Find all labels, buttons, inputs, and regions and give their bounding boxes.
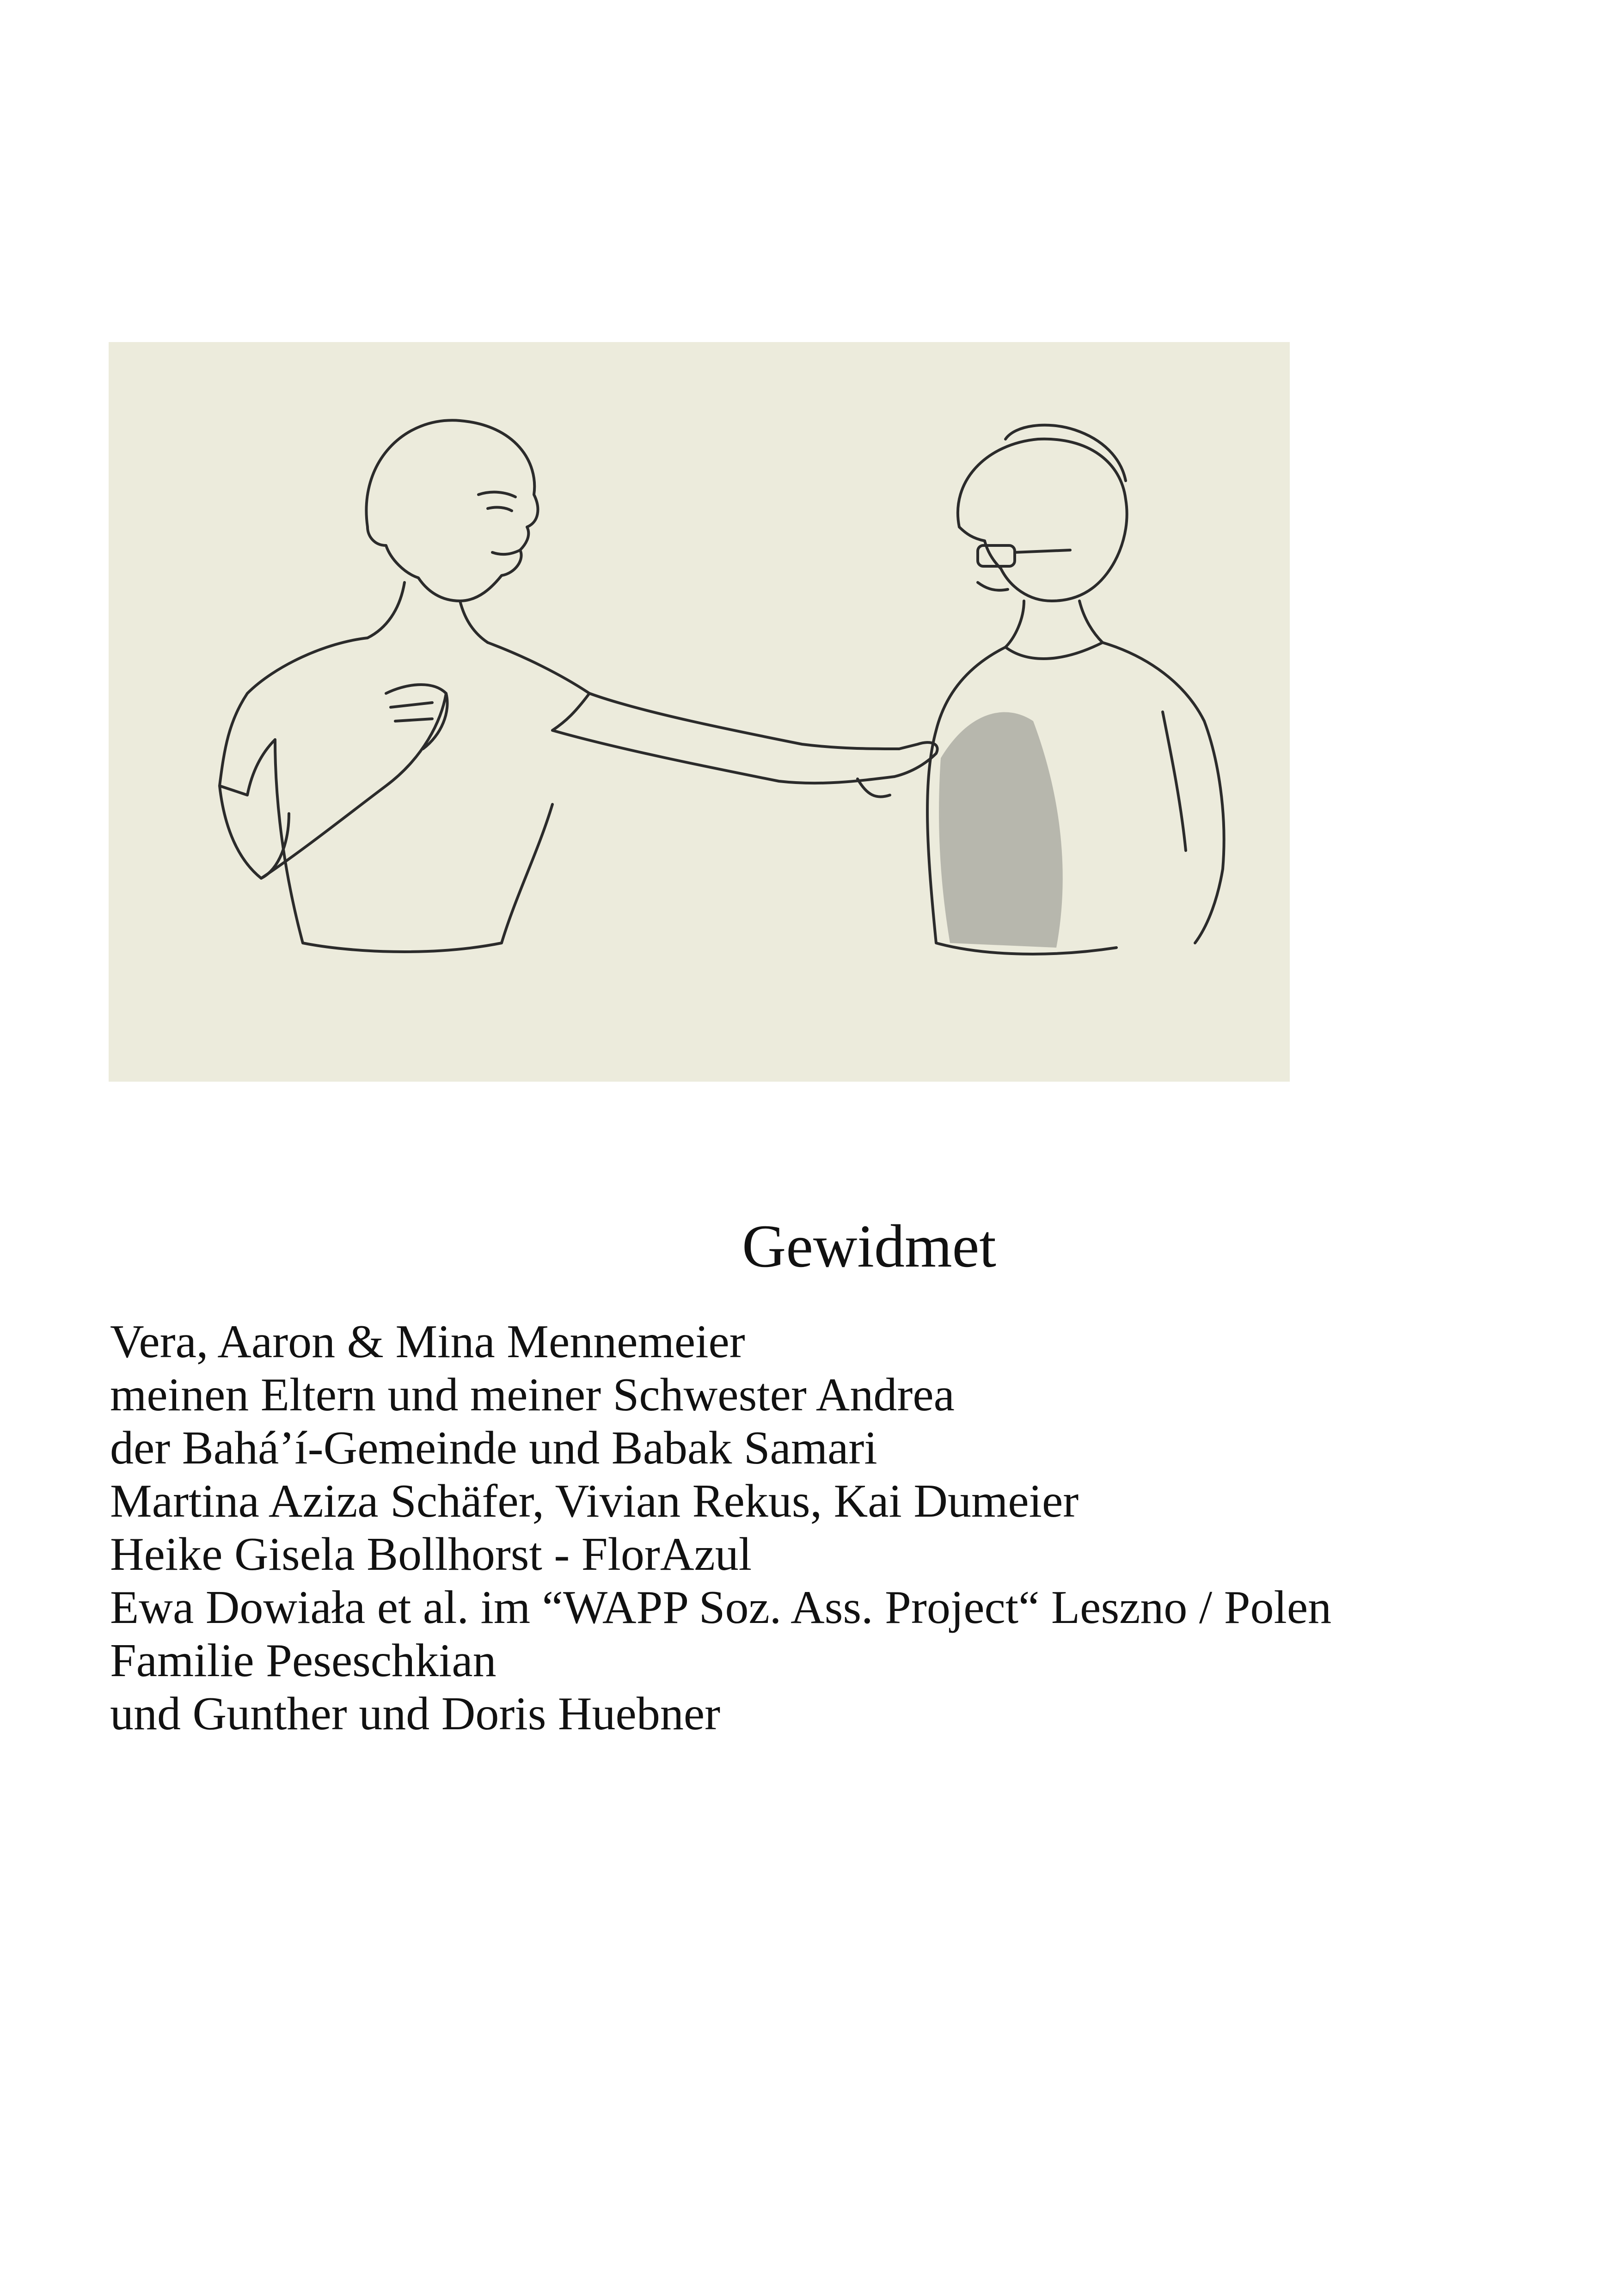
dedication-line: Vera, Aaron & Mina Mennemeier (110, 1316, 745, 1368)
dedication-line: Familie Peseschkian (110, 1635, 496, 1687)
dedication-list (110, 1315, 1331, 1740)
drawing-svg (109, 342, 1290, 1082)
dedication-line: der Bahá’í-Gemeinde und Babak Samari (110, 1422, 877, 1474)
pencil-drawing-two-men (109, 342, 1290, 1082)
dedication-line: und Gunther und Doris Huebner (110, 1688, 721, 1740)
dedication-line: Martina Aziza Schäfer, Vivian Rekus, Kai Dumeier (110, 1475, 1079, 1527)
dedication-heading: Gewidmet (742, 1212, 996, 1280)
dedication-line: Heike Gisela Bollhorst - FlorAzul (110, 1528, 752, 1580)
dedication-line: meinen Eltern und meiner Schwester Andrea (110, 1369, 955, 1421)
dedication-line: Ewa Dowiała et al. im “WAPP Soz. Ass. Project“ Leszno / Polen (110, 1581, 1332, 1634)
